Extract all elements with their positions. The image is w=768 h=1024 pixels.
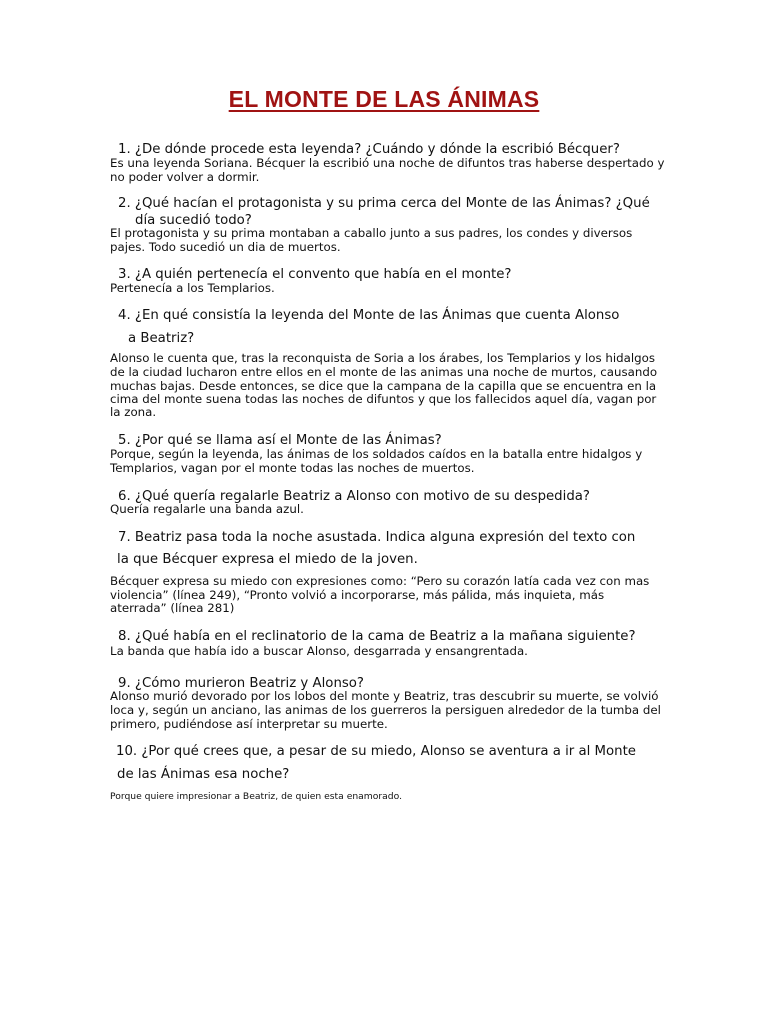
answer-2-line-1: El protagonista y su prima montaban a caballo junto a sus padres, los condes y diversos [110, 226, 633, 240]
answer-4-line-2: de la ciudad lucharon entre ellos en el monte de las animas una noche de murtos, causando [110, 365, 658, 379]
answer-4-line-5: la zona. [110, 405, 157, 419]
answer-4-line-3: muchas bajas. Desde entonces, se dice que la campana de la capilla que se encuentra en la [110, 379, 657, 393]
answer-2-line-2: pajes. Todo sucedió un dia de muertos. [110, 240, 341, 254]
question-5: 5. ¿Por qué se llama así el Monte de las Ánimas? [118, 433, 442, 448]
question-2-line-1: 2. ¿Qué hacían el protagonista y su prima cerca del Monte de las Ánimas? ¿Qué [118, 196, 650, 211]
answer-8-line-1: La banda que había ido a buscar Alonso, desgarrada y ensangrentada. [110, 644, 528, 658]
answer-10-line-1: Porque quiere impresionar a Beatriz, de quien esta enamorado. [110, 791, 402, 802]
answer-9-line-1: Alonso murió devorado por los lobos del monte y Beatriz, tras descubrir su muerte, se volvió [110, 689, 659, 703]
answer-7-line-2: violencia” (línea 249), “Pronto volvió a incorporarse, más pálida, más inquieta, más [110, 588, 605, 602]
question-6: 6. ¿Qué quería regalarle Beatriz a Alonso con motivo de su despedida? [118, 489, 590, 504]
answer-9-line-3: primero, pudiéndose así interpretar su muerte. [110, 717, 388, 731]
question-10-line-1: 10. ¿Por qué crees que, a pesar de su miedo, Alonso se aventura a ir al Monte [116, 744, 636, 759]
answer-7-line-1: Bécquer expresa su miedo con expresiones como: “Pero su corazón latía cada vez con mas [110, 574, 650, 588]
question-2-line-2: día sucedió todo? [135, 213, 252, 228]
question-9: 9. ¿Cómo murieron Beatriz y Alonso? [118, 676, 364, 691]
question-7-line-2: la que Bécquer expresa el miedo de la joven. [117, 552, 418, 567]
question-8: 8. ¿Qué había en el reclinatorio de la cama de Beatriz a la mañana siguiente? [118, 629, 636, 644]
question-4-line-1: 4. ¿En qué consistía la leyenda del Monte de las Ánimas que cuenta Alonso [118, 308, 620, 323]
answer-5-line-2: Templarios, vagan por el monte todas las noches de muertos. [110, 461, 475, 475]
answer-9-line-2: loca y, según un anciano, las animas de los guerreros la persiguen alrededor de la tumba del [110, 703, 661, 717]
question-1: 1. ¿De dónde procede esta leyenda? ¿Cuándo y dónde la escribió Bécquer? [118, 142, 620, 157]
question-7-line-1: 7. Beatriz pasa toda la noche asustada. Indica alguna expresión del texto con [118, 530, 636, 545]
answer-4-line-4: cima del monte suena todas las noches de difuntos y que los fallecidos aquel día, vagan por [110, 392, 657, 406]
answer-1-line-1: Es una leyenda Soriana. Bécquer la escribió una noche de difuntos tras haberse despertado y [110, 156, 665, 170]
answer-5-line-1: Porque, según la leyenda, las ánimas de los soldados caídos en la batalla entre hidalgos y [110, 447, 643, 461]
answer-7-line-3: aterrada” (línea 281) [110, 601, 235, 615]
answer-3-line-1: Pertenecía a los Templarios. [110, 281, 275, 295]
document-title: EL MONTE DE LAS ÁNIMAS [228, 86, 540, 112]
question-3: 3. ¿A quién pertenecía el convento que había en el monte? [118, 267, 512, 282]
question-4-line-2: a Beatriz? [128, 331, 195, 346]
answer-1-line-2: no poder volver a dormir. [110, 170, 260, 184]
answer-6-line-1: Quería regalarle una banda azul. [110, 502, 304, 516]
answer-4-line-1: Alonso le cuenta que, tras la reconquista de Soria a los árabes, los Templarios y los hidalgos [110, 351, 656, 365]
question-10-line-2: de las Ánimas esa noche? [117, 767, 290, 782]
